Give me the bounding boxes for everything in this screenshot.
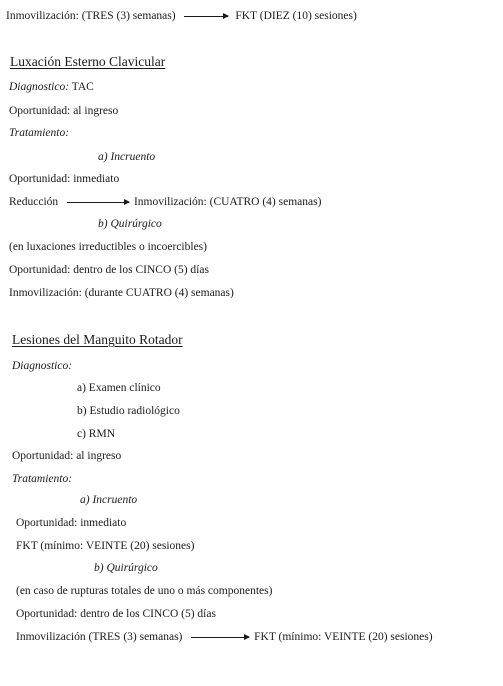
reduccion-line xyxy=(9,195,321,209)
quirurgico-heading: b) Quirúrgico xyxy=(98,218,162,230)
diagnostico-value: TAC xyxy=(71,81,94,93)
oportunidad-ingreso-2: Oportunidad: al ingreso xyxy=(12,450,122,462)
top-inmovilizacion: Inmovilización: (TRES (3) semanas) xyxy=(6,10,176,22)
arrow-icon xyxy=(184,16,228,17)
reduccion-label: Reducción xyxy=(9,196,59,208)
oportunidad-inmediato-2: Oportunidad: inmediato xyxy=(16,517,127,529)
inmovilizacion-tres: Inmovilización (TRES (3) semanas) xyxy=(16,631,183,643)
incruento-heading: a) Incruento xyxy=(98,151,156,163)
oportunidad-ingreso: Oportunidad: al ingreso xyxy=(9,105,119,117)
tratamiento-label-2: Tratamiento: xyxy=(12,473,73,485)
fkt-minimo-final: FKT (mínimo: VEINTE (20) sesiones) xyxy=(254,631,433,643)
top-line xyxy=(6,9,357,23)
diag-examen-clinico: a) Examen clínico xyxy=(77,382,161,394)
oportunidad-cinco-dias-2: Oportunidad: dentro de los CINCO (5) días xyxy=(16,608,216,620)
diagnostico-line xyxy=(9,80,94,94)
arrow-icon xyxy=(191,637,249,638)
tratamiento-label: Tratamiento: xyxy=(9,127,70,139)
inmovilizacion-cuatro: Inmovilización: (CUATRO (4) semanas) xyxy=(133,196,322,208)
diag-rmn: c) RMN xyxy=(77,428,116,440)
inmovilizacion-durante: Inmovilización: (durante CUATRO (4) semanas) xyxy=(9,287,234,299)
quirurgico-heading-2: b) Quirúrgico xyxy=(94,562,158,574)
fkt-minimo: FKT (mínimo: VEINTE (20) sesiones) xyxy=(16,540,195,552)
incruento-heading-2: a) Incruento xyxy=(80,494,138,506)
rupturas-note: (en caso de rupturas totales de uno o más componentes) xyxy=(16,585,273,597)
arrow-icon xyxy=(67,202,129,203)
diagnostico-label-2: Diagnostico: xyxy=(12,360,73,372)
inmovilizacion-fkt-line xyxy=(16,630,433,644)
section-title-manguito: Lesiones del Manguito Rotador xyxy=(12,332,183,347)
irreductibles-note: (en luxaciones irreductibles o incoercibles) xyxy=(9,241,207,253)
top-fkt: FKT (DIEZ (10) sesiones) xyxy=(235,10,357,22)
oportunidad-inmediato: Oportunidad: inmediato xyxy=(9,173,120,185)
oportunidad-cinco-dias: Oportunidad: dentro de los CINCO (5) días xyxy=(9,264,209,276)
section-title-luxacion: Luxación Esterno Clavicular xyxy=(10,54,166,69)
diag-estudio-radiologico: b) Estudio radiológico xyxy=(77,405,180,417)
diagnostico-label: Diagnostico: xyxy=(9,81,70,93)
